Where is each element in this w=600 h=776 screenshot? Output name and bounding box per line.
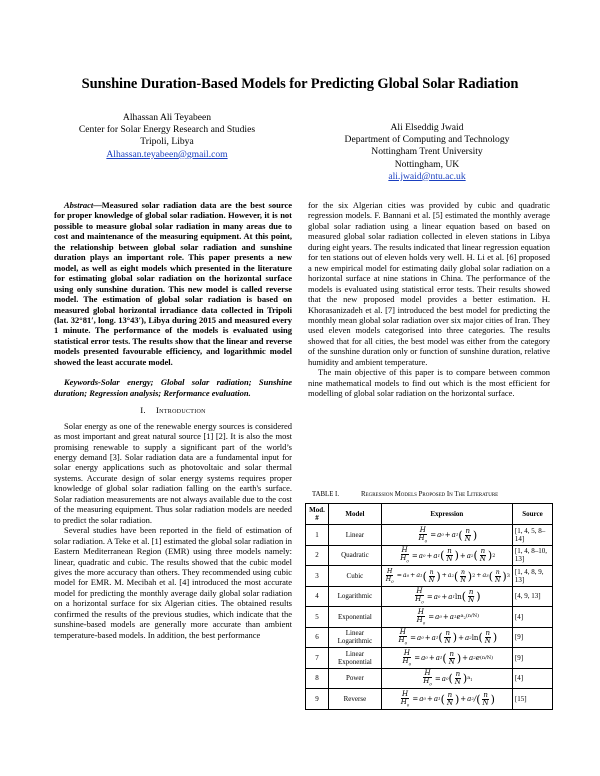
table-row <box>306 627 553 648</box>
author-2-affiliation: Department of Computing and Technology <box>344 134 510 146</box>
row-source: [4] <box>512 668 552 689</box>
keywords <box>54 377 292 398</box>
row-expression: $\frac{H}{H_0}$ = a 0 + a 1 ( $\frac{n}{N}$ ) + a 2 ( $\frac{n}{N}$ ) 2 <box>381 545 512 566</box>
row-expression: $\frac{H}{H_0}$ = a 0 + a 1 ( $\frac{n}{N}$ ) + a 2 / ( $\frac{n}{N}$ ) <box>381 689 512 710</box>
author-1-affiliation: Center for Solar Energy Research and Studies <box>78 124 256 136</box>
abstract-text: —Measured solar radiation data are the best source for proper knowledge of global solar radiation. However, it is not possible to measure global solar radiation in many areas due to cost and maintenance of the measuring equipment. At this point, the relationship between global solar radiation and sunshine duration plays an important role. This paper presents a new model, as well as eight models which presented in the literature for estimating global solar radiation on the horizontal surface using only sunshine duration. This new model is called reverse model. The estimation of global solar radiation is based on measured global horizontal irradiance data collected in Tripoli (lat. 32°81′, long. 13°43′), Libya during 2015 and measured every 1 minute. The performance of the models is evaluated using statistical error tests. The results show that the linear and reverse models presented favourable efficiency, and logarithmic model showed the least accurate model. <box>54 200 292 367</box>
header-expression: Expression <box>381 504 512 525</box>
row-expression: $\frac{H}{H_0}$ = a 0 + a 1 ( $\frac{n}{N}$ ) + a 2 ln ( $\frac{n}{N}$ ) <box>381 627 512 648</box>
row-source: [9] <box>512 627 552 648</box>
author-1-name: Alhassan Ali Teyabeen <box>122 112 212 123</box>
row-model: Cubic <box>329 566 382 587</box>
row-model: Linear Logarithmic <box>329 627 382 648</box>
author-2-university: Nottingham Trent University <box>371 146 483 158</box>
author-1-city: Tripoli, Libya <box>140 136 194 148</box>
table-row <box>306 525 553 546</box>
table-row <box>306 586 553 607</box>
row-number: 4 <box>306 586 329 607</box>
row-model: Power <box>329 668 382 689</box>
intro-paragraph-2: Several studies have been reported in the field of estimation of solar radiation. A Teke et al. [1] estimated the global solar radiation in Eastern Mediterranean Region (EMR) using three models namely: linear, quadratic and cubic. The results showed that the cubic model gives the more accuracy than others. They recommended using cubic model for EMR. M. Mecibah et al. [4] introduced the most accurate model for predicting the monthly average daily global solar radiation on a horizontal surface for six Algerian cities. The obtained results confirmed the results of the previous studies, which indicate that the sunshine-based models are generally more accurate than ambient temperature-based models. In addition, the best performance <box>54 525 292 640</box>
table-row <box>306 648 553 669</box>
row-number: 2 <box>306 545 329 566</box>
row-source: [1, 4, 5, 8–14] <box>512 525 552 546</box>
row-model: Logarithmic <box>329 586 382 607</box>
row-source: [15] <box>512 689 552 710</box>
table-row <box>306 668 553 689</box>
abstract <box>54 200 292 367</box>
author-2-city: Nottingham, UK <box>394 158 460 170</box>
author-2-email[interactable]: ali.jwaid@ntu.ac.uk <box>388 170 466 182</box>
author-2 <box>318 122 536 183</box>
row-number: 6 <box>306 627 329 648</box>
intro-paragraph-4: The main objective of this paper is to compare between common nine mathematical models to find out which is the most efficient for modelling of global solar radiation on the horizontal surface. <box>308 367 550 399</box>
right-column <box>308 200 550 399</box>
author-1-email[interactable]: Alhassan.teyabeen@gmail.com <box>106 148 228 160</box>
row-source: [9] <box>512 648 552 669</box>
row-model: Exponential <box>329 607 382 628</box>
section-heading-introduction <box>54 405 292 415</box>
table-row <box>306 689 553 710</box>
row-number: 9 <box>306 689 329 710</box>
paper-title: Sunshine Duration-Based Models for Predicting Global Solar Radiation <box>81 76 519 92</box>
row-number: 3 <box>306 566 329 587</box>
keywords-text: Solar energy; Global solar radiation; Sunshine duration; Regression analysis; Rerformance evaluation. <box>54 377 292 398</box>
intro-paragraph-3: for the six Algerian cities was provided by cubic and quadratic regression models. F. Bannani et al. [5] estimated the monthly average global solar radiation using a linear equation based on based on measured global solar radiation collected in eleven stations in Libya during eight years. The results indicated that linear regression equation for ten stations out of eleven holds very well. H. Li et al. [6] proposed a new empirical model for estimating daily global solar radiation on a horizontal surface at nine stations in China. The performance of the models is evaluated using statistical error tests. Their results showed that the new proposed model provides a better estimation. H. Khorasanizadeh et al. [7] introduced the best model for predicting the monthly mean global solar radiation over six major cities of Iran. They used eleven models categorised into three categories. The results showed that for all cities, the best model was either from the category of the sunshine duration only or function of sunshine duration, relative humidity and ambient temperature. <box>308 200 550 367</box>
row-source: [1, 4, 8–10, 13] <box>512 545 552 566</box>
header-mod: Mod. # <box>306 504 329 525</box>
keywords-lead: Keywords- <box>64 377 101 388</box>
table-label: TABLE I. <box>312 491 340 498</box>
row-expression: $\frac{H}{H_0}$ = a 0 + a 1 ( $\frac{n}{N}$ ) + a 2 e (n/N) <box>381 648 512 669</box>
table-row <box>306 607 553 628</box>
table-caption-text: Regression Models Proposed In The Literature <box>361 491 499 498</box>
models-table <box>305 503 553 710</box>
row-expression: $\frac{H}{H_0}$ = a 0 + a 1 ( $\frac{n}{N}$ ) + a 2 ( $\frac{n}{N}$ ) 2 + a 3 ( $\frac{n}{N}$ ) 3 <box>381 566 512 587</box>
row-expression: $\frac{H}{H_0}$ = a 0 + a 1 ( $\frac{n}{N}$ ) <box>381 525 512 546</box>
row-source: [4] <box>512 607 552 628</box>
abstract-lead: Abstract <box>64 200 94 210</box>
header-model: Model <box>329 504 382 525</box>
row-model: Linear <box>329 525 382 546</box>
row-number: 1 <box>306 525 329 546</box>
section-number: I. <box>140 405 146 416</box>
table-caption <box>312 491 548 498</box>
row-source: [1, 4, 8, 9, 13] <box>512 566 552 587</box>
section-title: Introduction <box>155 405 206 416</box>
row-expression: $\frac{H}{H_0}$ = a 0 + a 1 e $a_2(n/N)$ <box>381 607 512 628</box>
row-number: 8 <box>306 668 329 689</box>
row-expression: $\frac{H}{H_0}$ = a 0 ( $\frac{n}{N}$ ) $a_1$ <box>381 668 512 689</box>
left-column <box>54 200 292 640</box>
header-source: Source <box>512 504 552 525</box>
row-model: Reverse <box>329 689 382 710</box>
row-model: Linear Exponential <box>329 648 382 669</box>
row-number: 5 <box>306 607 329 628</box>
author-2-name: Ali Elseddig Jwaid <box>390 122 464 133</box>
row-number: 7 <box>306 648 329 669</box>
row-source: [4, 9, 13] <box>512 586 552 607</box>
author-1 <box>58 112 276 161</box>
row-expression: $\frac{H}{H_0}$ = a 0 + a 1 ln ( $\frac{n}{N}$ ) <box>381 586 512 607</box>
row-model: Quadratic <box>329 545 382 566</box>
table-row <box>306 545 553 566</box>
intro-paragraph-1: Solar energy as one of the renewable energy sources is considered as most important and great natural source [1] [2]. It is also the most promising renewable to supply a significant part of the world’s energy demand [3]. Solar radiation data are a fundamental input for solar energy applications such as photovoltaic and solar thermal systems. Accurate design of solar energy systems requires proper knowledge of global solar radiation falling on the earth's surface. Solar radiation measurements are not always available due to the cost of the measuring equipment. Thus solar radiation models are needed to predict the solar radiation. <box>54 420 292 525</box>
table-header-row <box>306 504 553 525</box>
table-row <box>306 566 553 587</box>
